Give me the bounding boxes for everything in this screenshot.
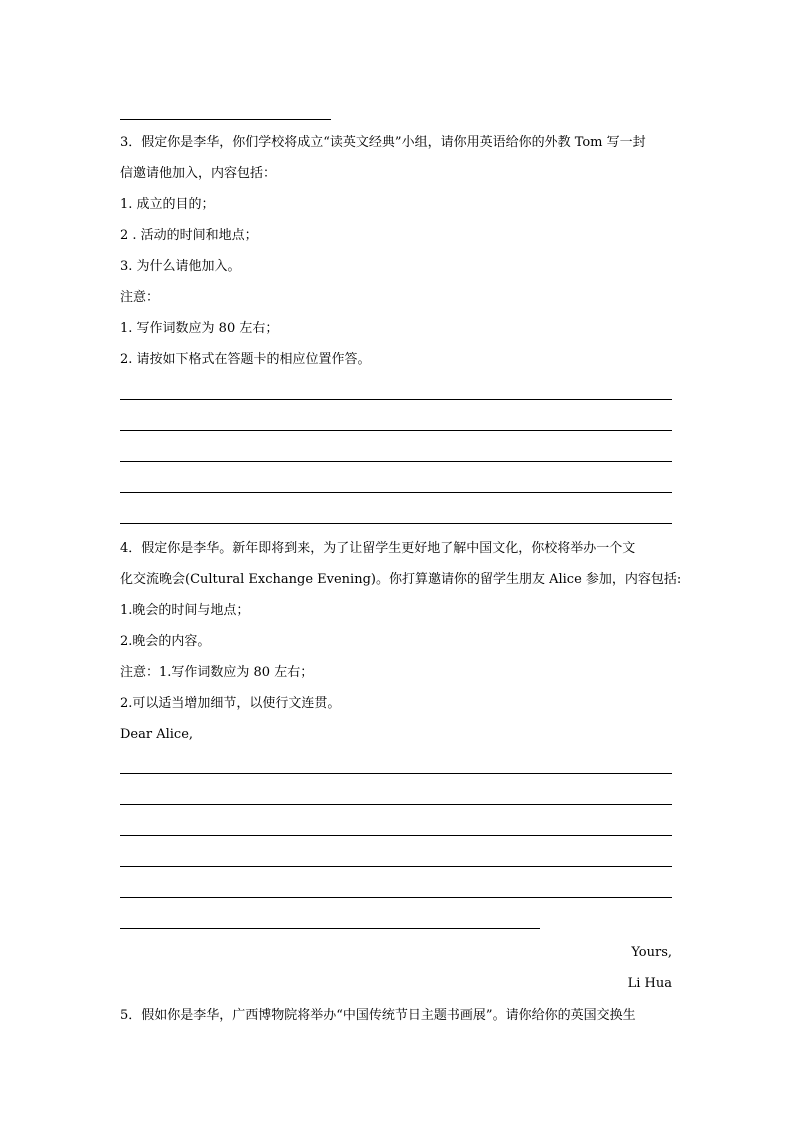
q4-stem-line-2: 化交流晚会(Cultural Exchange Evening)。你打算邀请你的留学生朋友 Alice 参加，内容包括: <box>120 572 682 587</box>
q3-stem-line-2: 信邀请他加入，内容包括： <box>120 166 277 181</box>
answer-line <box>120 835 672 836</box>
q4-note-1: 注意：1.写作词数应为 80 左右； <box>120 665 314 680</box>
answer-line <box>120 492 672 493</box>
answer-line <box>120 804 672 805</box>
answer-line <box>120 461 672 462</box>
answer-line <box>120 866 672 867</box>
answer-line <box>120 399 672 400</box>
answer-line <box>120 897 672 898</box>
q3-note-2: 2. 请按如下格式在答题卡的相应位置作答。 <box>120 352 371 367</box>
answer-line <box>120 773 672 774</box>
q5-stem-line-1: 5．假如你是李华，广西博物院将举办“中国传统节日主题书画展”。请你给你的英国交换生 <box>120 1008 636 1023</box>
answer-line <box>120 928 540 929</box>
q3-note-1: 1. 写作词数应为 80 左右； <box>120 321 279 336</box>
q4-point-1: 1.晚会的时间与地点； <box>120 603 250 618</box>
answer-line <box>120 523 672 524</box>
q3-point-3: 3. 为什么请他加入。 <box>120 259 241 274</box>
q3-point-1: 1. 成立的目的； <box>120 197 215 212</box>
q3-stem-line-1: 3．假定你是李华，你们学校将成立“读英文经典”小组，请你用英语给你的外教 Tom 写一封 <box>120 135 646 150</box>
q4-stem-line-1: 4．假定你是李华。新年即将到来，为了让留学生更好地了解中国文化，你校将举办一个文 <box>120 541 636 556</box>
q4-closing: Yours, <box>631 945 672 960</box>
q4-salutation: Dear Alice, <box>120 727 194 742</box>
answer-line <box>120 430 672 431</box>
q3-note-title: 注意： <box>120 290 160 305</box>
q3-point-2: 2 . 活动的时间和地点； <box>120 228 258 243</box>
answer-line <box>120 119 331 120</box>
q4-point-2: 2.晚会的内容。 <box>120 634 211 649</box>
q4-signature: Li Hua <box>627 976 672 991</box>
q4-note-2: 2.可以适当增加细节，以使行文连贯。 <box>120 696 341 711</box>
